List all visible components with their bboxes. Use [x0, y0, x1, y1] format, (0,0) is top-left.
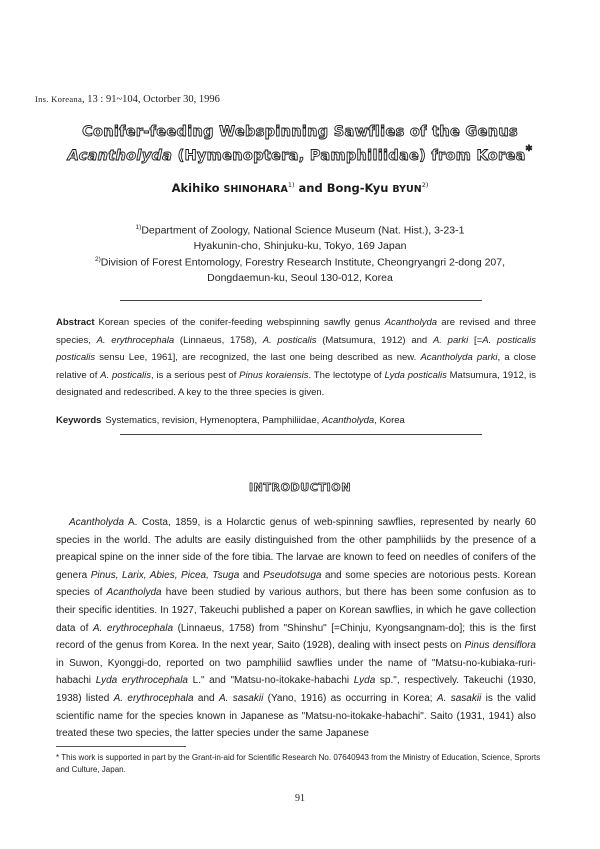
journal-citation	[35, 94, 220, 105]
affiliation-1-line-2: Hyakunin-cho, Shinjuku-ku, Tokyo, 169 Japan	[193, 240, 407, 252]
author2-last-name: BYUN	[392, 184, 422, 195]
keywords-line: Keywords Systematics, revision, Hymenoptera, Pamphiliidae, Acantholyda, Korea	[56, 415, 405, 426]
introduction-paragraph: Acantholyda A. Costa, 1859, is a Holarctic genus of web-spinning sawflies, represented by nearly 60 species in the world. The adults are easily distinguished from the other pamphiliids by the presence of a preapical spine on the inner side of the fore tibia. The larvae are known to feed on needles of conifers of the genera Pinus, Larix, Abies, Picea, Tsuga and Pseudotsuga and some species are notorious pests. Korean species of Acantholyda have been studied by various authors, but there has been some confusion as to their specific identities. In 1927, Takeuchi published a paper on Korean sawflies, in which he gave collection data of A. erythrocephala (Linnaeus, 1758) from "Shinshu" [=Chinju, Kyongsangnam-do]; this is the first record of the genus from Korea. In the next year, Saito (1928), dealing with insect pests on Pinus densiflora in Suwon, Kyonggi-do, reported on two pamphiliid sawflies under the name of "Matsu-no-kubiaka-ruri-habachi Lyda erythrocephala L." and "Matsu-no-itokake-habachi Lyda sp.", respectively. Takeuchi (1930, 1938) listed A. erythrocephala and A. sasakii (Yano, 1916) as occurring in Korea; A. sasakii is the valid scientific name for the species known in Japanese as "Matsu-no-itokake-habachi". Saito (1931, 1941) also treated these two species, the latter species under the same Japanese	[56, 517, 537, 740]
section-heading: INTRODUCTION	[248, 481, 352, 494]
title-footnote-marker: *	[525, 143, 533, 157]
footnote-marker: *	[56, 753, 60, 762]
author1-last-name: SHINOHARA	[223, 184, 288, 195]
footnote-text: This work is supported in part by the Grant-in-aid for Scientific Research No. 07640943 from the Ministry of Education, Science, Sprorts and Culture, Japan.	[56, 753, 541, 774]
keywords-label: Keywords	[56, 415, 102, 426]
author2-affil-marker: 2)	[421, 181, 429, 190]
abstract-label: Abstract	[56, 317, 95, 328]
affiliation-1-line-1	[0, 224, 600, 237]
affiliation-2-line-1	[0, 256, 600, 269]
affil1-text: Department of Zoology, National Science Museum (Nat. Hist.), 3-23-1	[141, 224, 465, 237]
article-title-line-1: Conifer-feeding Webspinning Sawflies of the Genus	[82, 124, 518, 140]
journal-volume-pages-date: , 13 : 91~104, Octorber 30, 1996	[82, 94, 220, 105]
author-line	[0, 181, 600, 195]
abstract-paragraph: Abstract Korean species of the conifer-feeding webspinning sawfly genus Acantholyda are revised and three species, A. erythrocephala (Linnaeus, 1758), A. posticalis (Matsumura, 1912) and A. parki [=A. posticalis posticalis sensu Lee, 1961], are recognized, the last one being described as new. Acantholyda parki, a close relative of A. posticalis, is a serious pest of Pinus koraiensis. The lectotype of Lyda posticalis Matsumura, 1912, is designated and redescribed. A key to the three species is given.	[56, 317, 537, 398]
affil1-marker: 1)	[135, 224, 142, 231]
author1-first-name: Akihiko	[171, 181, 224, 195]
author2-first-name: Bong-Kyu	[326, 181, 393, 195]
journal-abbrev: Ins. Koreana	[35, 94, 83, 104]
author1-affil-marker: 1)	[287, 181, 295, 190]
title-rest: (Hymenoptera, Pamphiliidae) from Korea	[172, 147, 526, 164]
introduction-body	[56, 514, 536, 743]
title-genus: Acantholyda	[67, 147, 173, 164]
divider-rule	[120, 300, 482, 301]
author-joiner: and	[294, 181, 327, 195]
affil2-marker: 2)	[94, 256, 101, 263]
footnote	[56, 752, 546, 776]
affil2-text: Division of Forest Entomology, Forestry Research Institute, Cheongryangri 2-dong 207,	[100, 256, 506, 269]
article-title-line-2	[0, 143, 600, 164]
footnote-rule	[56, 746, 186, 747]
affiliation-2-line-2: Dongdaemun-ku, Seoul 130-012, Korea	[207, 272, 393, 284]
divider-rule	[120, 434, 482, 435]
page-number: 91	[295, 793, 305, 804]
